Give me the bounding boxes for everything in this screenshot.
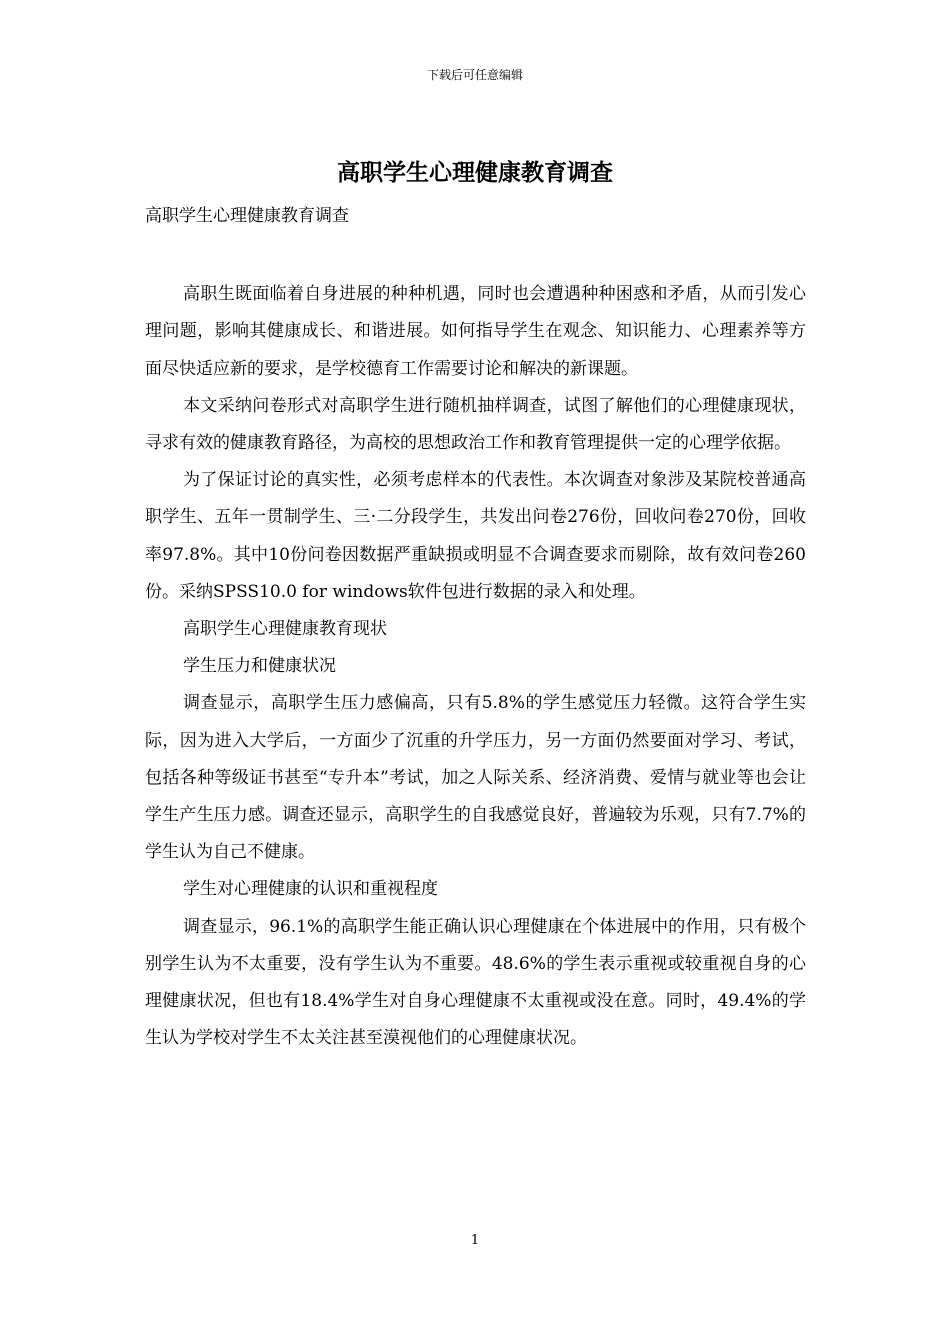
paragraph-5: 调查显示，96.1%的高职学生能正确认识心理健康在个体进展中的作用，只有极个别学生认为不太重要，没有学生认为不重要。48.6%的学生表示重视或较重视自身的心理健康状况，但也有18.4%学生对自身心理健康不太重视或没在意。同时，49.4%的学生认为学校对学生不太关注甚至漠视他们的心理健康状况。 [145, 916, 806, 1049]
section-heading-3: 学生对心理健康的认识和重视程度 [183, 879, 438, 900]
paragraph-2: 本文采纳问卷形式对高职学生进行随机抽样调查，试图了解他们的心理健康现状，寻求有效的健康教育路径，为高校的思想政治工作和教育管理提供一定的心理学依据。 [145, 395, 806, 454]
document-body [145, 198, 806, 1057]
section-heading-1: 高职学生心理健康教育现状 [183, 619, 387, 640]
subtitle: 高职学生心理健康教育调查 [145, 206, 349, 226]
header-note: 下载后可任意编辑 [426, 68, 523, 82]
paragraph-3: 为了保证讨论的真实性，必须考虑样本的代表性。本次调查对象涉及某院校普通高职学生、五年一贯制学生、三·二分段学生，共发出问卷276份，回收问卷270份，回收率97.8%。其中10份问卷因数据严重缺损或明显不合调查要求而剔除，故有效问卷260份。采纳SPSS10.0 for windows软件包进行数据的录入和处理。 [145, 470, 806, 602]
paragraph-gap [145, 235, 806, 276]
section-heading-2: 学生压力和健康状况 [183, 656, 336, 677]
paragraph-1: 高职生既面临着自身进展的种种机遇，同时也会遭遇种种困惑和矛盾，从而引发心理问题，影响其健康成长、和谐进展。如何指导学生在观念、知识能力、心理素养等方面尽快适应新的要求，是学校德育工作需要讨论和解决的新课题。 [145, 284, 806, 379]
paragraph-4: 调查显示，高职学生压力感偏高，只有5.8%的学生感觉压力轻微。这符合学生实际，因为进入大学后，一方面少了沉重的升学压力，另一方面仍然要面对学习、考试，包括各种等级证书甚至“专升本”考试，加之人际关系、经济消费、爱情与就业等也会让学生产生压力感。调查还显示，高职学生的自我感觉良好，普遍较为乐观，只有7.7%的学生认为自己不健康。 [145, 693, 806, 863]
document-title: 高职学生心理健康教育调查 [337, 160, 613, 186]
page-number: 1 [470, 1233, 480, 1248]
